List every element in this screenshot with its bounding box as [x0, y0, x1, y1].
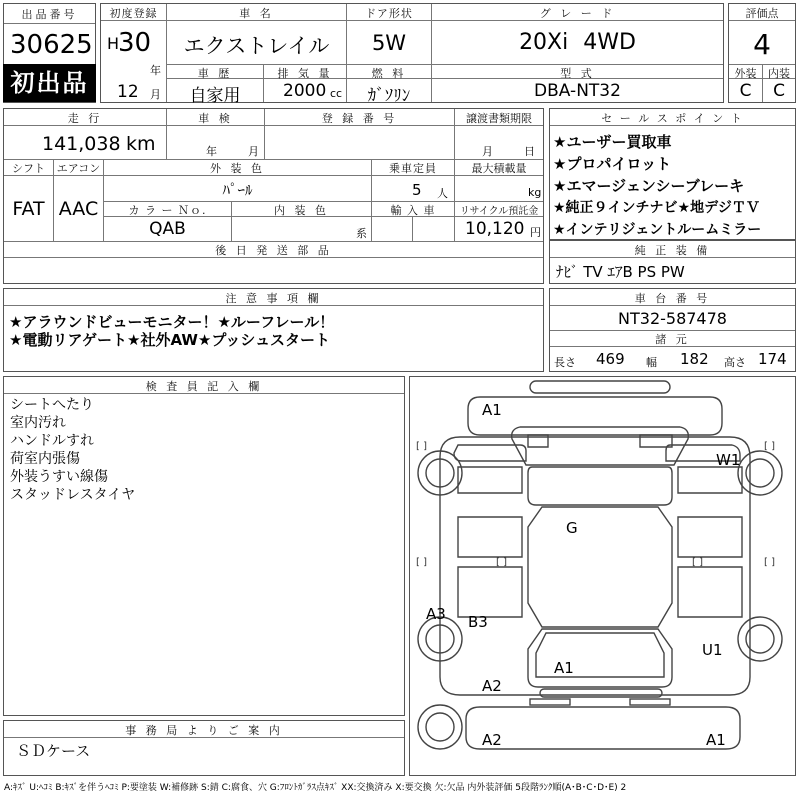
spec-header	[100, 3, 724, 106]
bracket-marker: [ ]	[496, 557, 507, 568]
inspector-line: ハンドルすれ	[10, 433, 94, 449]
damage-mark-left-door: A3	[426, 605, 446, 623]
color-no-label: カ ラ ー Ｎｏ.	[128, 204, 207, 217]
max-load-label: 最大積載量	[471, 162, 527, 175]
chassis-box	[549, 288, 796, 372]
score-value: 4	[753, 28, 771, 61]
bracket-marker: [ ]	[764, 441, 775, 452]
recycle-unit: 円	[530, 226, 541, 239]
genuine-equipment-box	[549, 240, 796, 284]
bracket-marker: [ ]	[764, 557, 775, 568]
fuel-label: 燃 料	[371, 67, 407, 80]
selling-point: ★インテリジェントルームミラー	[553, 222, 762, 238]
exterior-grade: C	[739, 81, 752, 101]
first-reg-label: 初度登録	[109, 7, 158, 20]
era: H	[107, 34, 120, 53]
inspector-line: スタッドレスタイヤ	[10, 487, 136, 503]
notes-box	[3, 288, 544, 372]
inspection-label: 車 検	[198, 112, 233, 125]
length-label: 長さ	[554, 356, 576, 369]
grade-label: グ レ ー ド	[539, 7, 616, 20]
mileage-unit: km	[126, 133, 156, 155]
fuel: ｶﾞｿﾘﾝ	[367, 86, 411, 106]
color-no: QAB	[149, 219, 186, 239]
interior-color-unit: 系	[356, 227, 367, 240]
history: 自家用	[189, 86, 241, 106]
model-label: 型 式	[560, 67, 595, 80]
displacement: 2000	[283, 81, 327, 101]
genuine-equipment: ﾅﾋﾞ TV ｴｱB PS PW	[556, 263, 685, 281]
damage-legend: A:ｷｽﾞ U:ﾍｺﾐ B:ｷｽﾞを伴うﾍｺﾐ P:要塗装 W:補修跡 S:錆 C:腐食、穴 G:ﾌﾛﾝﾄｶﾞﾗｽ点ｷｽﾞ XX:交換済み X:要交換 欠:欠品 内外装評価 5段階ﾗﾝｸ順(A･B･C･D･E) 2	[4, 783, 627, 793]
inspection-year-unit: 年	[206, 145, 217, 158]
exterior-color: ﾊﾟｰﾙ	[222, 181, 253, 199]
reg-no-label: 登 録 番 号	[321, 112, 398, 125]
car-name-label: 車 名	[239, 7, 274, 20]
notes-label: 注 意 事 項 欄	[225, 292, 322, 305]
office-note: ＳＤケース	[16, 742, 91, 760]
specs-label: 諸 元	[655, 333, 690, 346]
exterior-color-label: 外 装 色	[210, 162, 265, 175]
car-name: エクストレイル	[183, 34, 330, 58]
damage-mark-front-left: A1	[482, 401, 502, 419]
exterior-grade-label: 外装	[734, 67, 757, 80]
bracket-marker: [ ]	[692, 557, 703, 568]
car-outline-diagram	[410, 377, 795, 775]
transfer-day-unit: 日	[524, 145, 535, 158]
score-label: 評価点	[745, 7, 779, 20]
reg-year: 30	[118, 28, 152, 58]
height: 174	[758, 350, 787, 368]
lot-number: 30625	[10, 30, 93, 60]
mileage-label: 走 行	[67, 112, 103, 125]
transfer-month-unit: 月	[482, 145, 493, 158]
detail-block	[3, 108, 544, 284]
selling-points-label: セ ー ル ス ポ イ ン ト	[601, 112, 744, 125]
reg-month: 12	[117, 82, 139, 102]
inspector-line: 外装うすい線傷	[10, 469, 108, 485]
bracket-marker: [ ]	[416, 557, 427, 568]
model-code: DBA-NT32	[534, 81, 621, 101]
length: 469	[596, 350, 625, 368]
mileage: 141,038	[42, 133, 121, 155]
damage-mark-rear-bumper-right: A1	[706, 731, 726, 749]
notes-line: ★電動リアゲート★社外AW★プッシュスタート	[9, 331, 331, 349]
damage-mark-rear-glass: A1	[554, 659, 574, 677]
reg-month-unit: 月	[150, 88, 161, 101]
interior-grade-label: 内装	[768, 67, 790, 80]
inspector-box	[3, 376, 405, 716]
damage-diagram	[409, 376, 796, 776]
inspector-line: シートへたり	[10, 397, 94, 413]
interior-grade: C	[773, 81, 785, 101]
shift-label: シフト	[12, 162, 45, 175]
recycle-label: リサイクル預託金	[459, 206, 539, 217]
selling-point: ★純正９インチナビ★地デジＴＶ	[553, 200, 760, 216]
ac-label: エアコン	[56, 162, 101, 175]
inspector-line: 荷室内張傷	[10, 451, 80, 467]
inspector-line: 室内汚れ	[10, 415, 66, 431]
chassis-number: NT32-587478	[618, 309, 727, 328]
displacement-label: 排 気 量	[277, 67, 333, 80]
grade: 20Xi 4WD	[519, 30, 636, 55]
damage-mark-windshield: G	[566, 519, 578, 537]
capacity: 5	[412, 181, 422, 199]
max-load-unit: kg	[528, 186, 542, 199]
import-label: 輸 入 車	[390, 204, 436, 217]
notes-line: ★アラウンドビューモニター！★ルーフレール！	[9, 313, 335, 331]
width-label: 幅	[646, 356, 657, 369]
shift: FAT	[12, 198, 45, 220]
selling-point: ★エマージェンシーブレーキ	[553, 177, 745, 195]
damage-mark-left-rear: B3	[468, 613, 488, 631]
interior-color-label: 内 装 色	[274, 204, 329, 217]
capacity-unit: 人	[437, 187, 448, 200]
height-label: 高さ	[724, 356, 746, 369]
recycle-amount: 10,120	[465, 219, 525, 239]
history-label: 車 歴	[197, 67, 233, 80]
width: 182	[680, 350, 709, 368]
lot-label: 出品番号	[21, 8, 78, 21]
inspection-month-unit: 月	[248, 145, 259, 158]
inspector-label: 検 査 員 記 入 欄	[145, 380, 263, 393]
selling-points-box	[549, 108, 796, 240]
door-label: ドア形状	[365, 7, 413, 20]
later-parts-label: 後 日 発 送 部 品	[215, 244, 332, 257]
selling-point: ★ユーザー買取車	[553, 133, 672, 151]
reg-year-unit: 年	[150, 64, 161, 77]
office-box	[3, 720, 405, 776]
selling-point: ★プロパイロット	[553, 155, 672, 173]
door-type: 5W	[371, 31, 407, 55]
score-box	[728, 3, 796, 103]
first-listing-badge: 初出品	[3, 64, 96, 102]
genuine-equipment-label: 純 正 装 備	[634, 244, 711, 257]
ac: AAC	[58, 198, 99, 220]
bracket-marker: [ ]	[416, 441, 427, 452]
damage-mark-left-quarter: A2	[482, 677, 502, 695]
capacity-label: 乗車定員	[389, 162, 437, 175]
chassis-label: 車 台 番 号	[634, 292, 711, 305]
damage-mark-rear-bumper-left: A2	[482, 731, 502, 749]
transfer-label: 譲渡書類期限	[466, 112, 532, 125]
damage-mark-front-right-wheel: W1	[716, 451, 741, 469]
damage-mark-right-rear: U1	[702, 641, 723, 659]
displacement-unit: cc	[330, 87, 343, 100]
office-label: 事 務 局 よ り ご 案 内	[125, 724, 283, 737]
